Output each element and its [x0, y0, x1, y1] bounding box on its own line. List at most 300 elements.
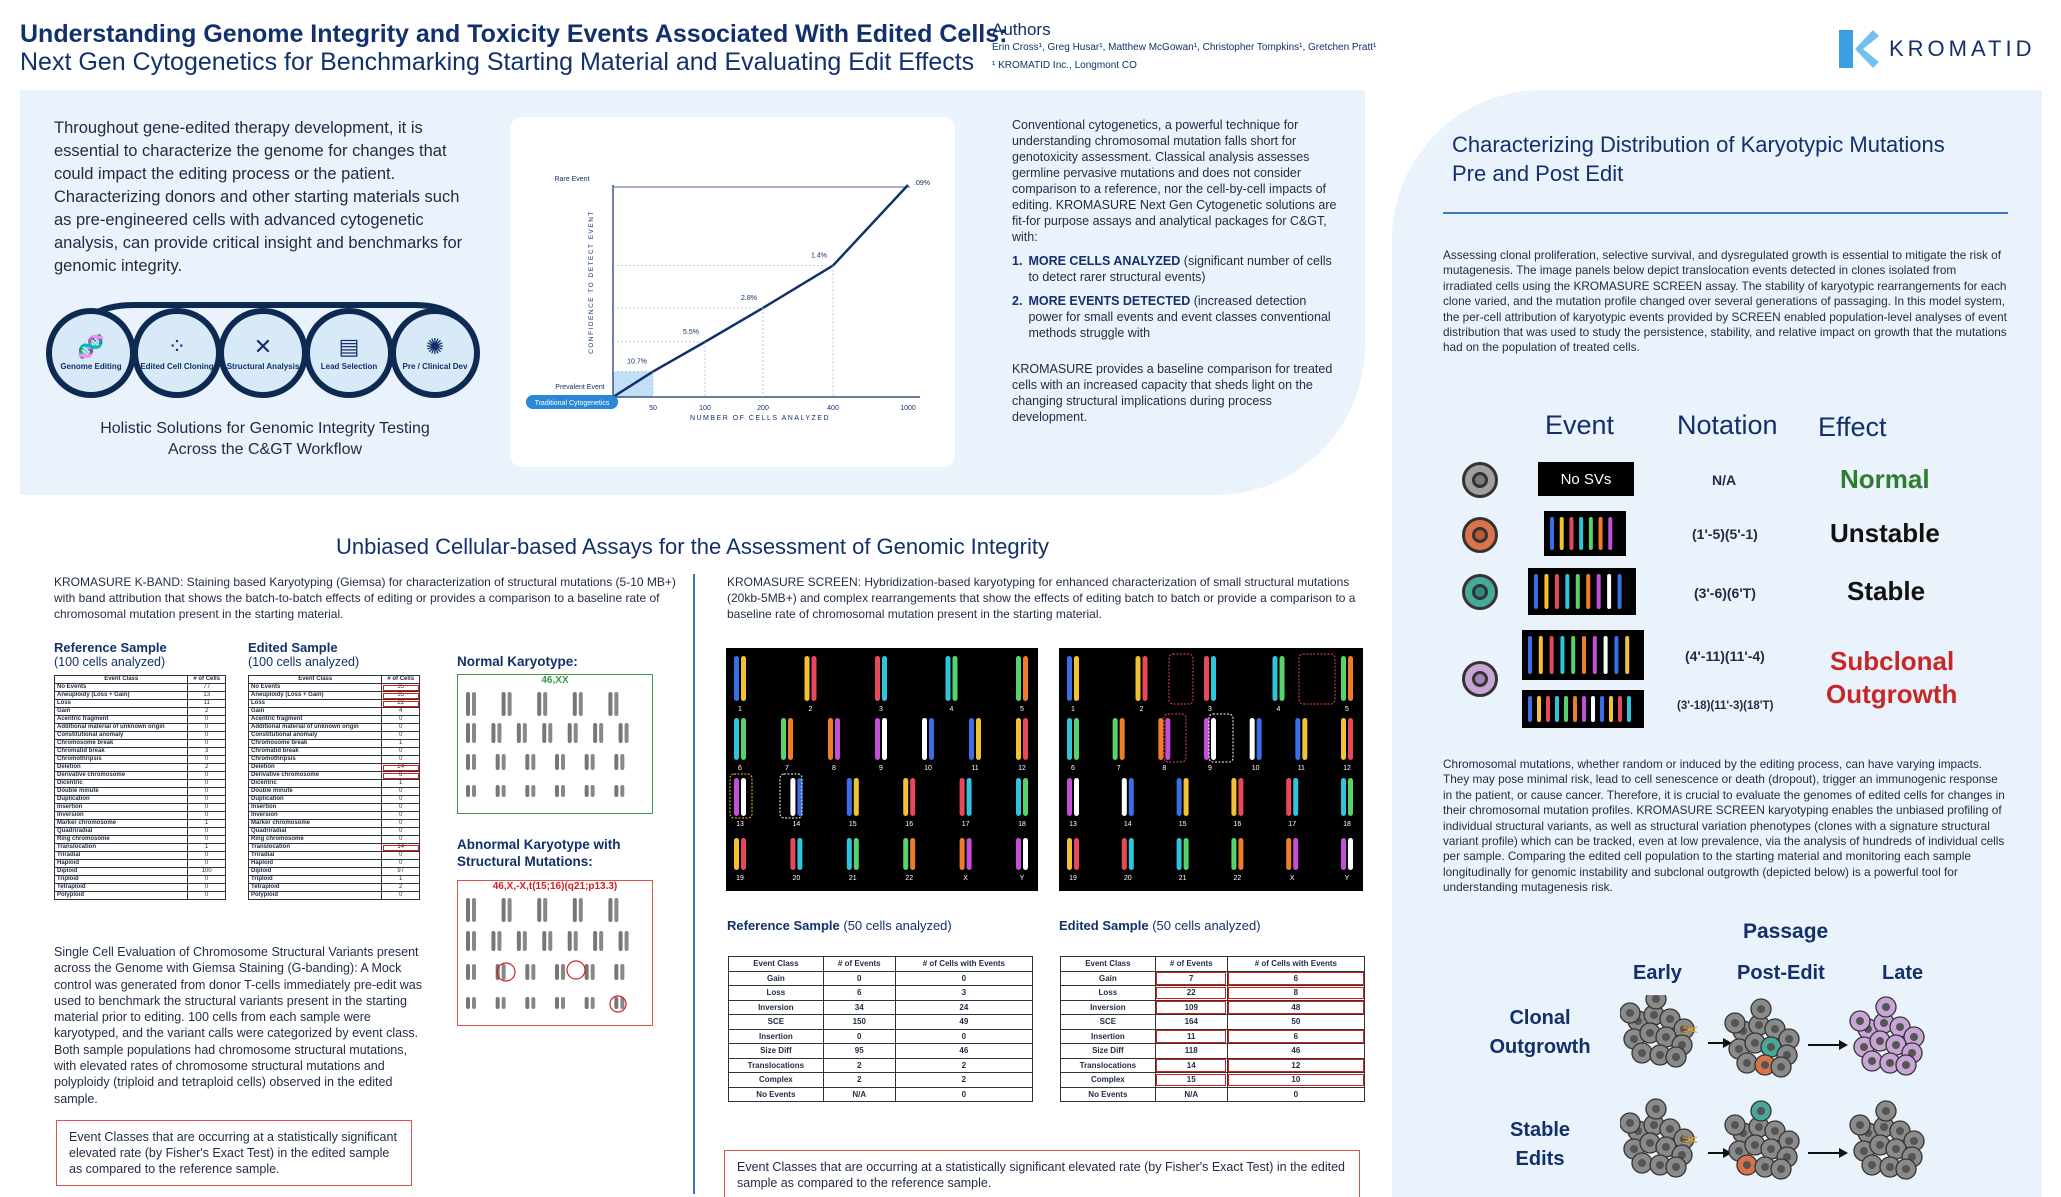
chromosome-label: 8	[832, 765, 836, 772]
nucleus-mark	[1910, 1033, 1918, 1041]
table-row	[55, 756, 226, 764]
event-count-cell: 4	[382, 708, 420, 716]
nucleus-mark	[1743, 1059, 1751, 1067]
event-class-cell: Constitutional anomaly	[55, 732, 188, 740]
event-class-cell: Inversion	[249, 812, 382, 820]
chromosome-mark	[1067, 656, 1072, 701]
chromosome-label: 2	[808, 706, 813, 713]
event-count-cell: 15	[1155, 1073, 1227, 1088]
nucleus-mark	[1886, 1059, 1894, 1067]
chromosome-mark	[497, 931, 501, 951]
chromosome-label: 11	[971, 765, 979, 772]
chromosome-mark	[1564, 696, 1568, 722]
list-text-2	[1028, 293, 1337, 341]
chromosome-mark	[1302, 718, 1307, 760]
table-header-cell: Event Class	[55, 676, 188, 684]
chromosome-mark	[734, 778, 739, 816]
chromosome-mark	[1582, 696, 1586, 722]
chromosome-mark	[1341, 838, 1346, 870]
event-count-cell: 11	[1155, 1029, 1227, 1044]
table-row	[55, 716, 226, 724]
event-image-stable	[1528, 568, 1636, 615]
chromosome-mark	[1600, 696, 1604, 722]
cell-teal-icon	[1462, 574, 1498, 610]
event-count-cell: 13	[188, 692, 226, 700]
chromosome-mark	[910, 838, 915, 870]
chromosome-mark	[1348, 656, 1353, 701]
chromosome-label: 18	[1343, 821, 1351, 828]
table-row	[55, 692, 226, 700]
nucleus-mark	[1886, 1163, 1894, 1171]
nucleus-mark	[1761, 1061, 1769, 1069]
table-row	[1061, 1029, 1365, 1044]
table-row	[249, 740, 420, 748]
event-class-cell: Gain	[1061, 971, 1156, 986]
table-header-cell: # of Events	[823, 957, 895, 972]
col-event: Event	[1545, 410, 1615, 440]
cell-lilac-icon	[1462, 661, 1498, 697]
chromosome-mark	[1555, 574, 1559, 609]
chromosome-mark	[466, 754, 470, 770]
event-class-cell: Chromothripsis	[55, 756, 188, 764]
point-label: 1.4%	[811, 252, 827, 260]
workflow-label: Genome Editing	[60, 362, 122, 371]
chromosome-mark	[1295, 718, 1300, 760]
event-class-cell: Complex	[729, 1073, 824, 1088]
chromosome-label: 10	[924, 765, 932, 772]
chromosome-mark	[1120, 718, 1125, 760]
right-panel-p2: Chromosomal mutations, whether random or induced by the editing process, can have varying impacts. They may pose minimal risk, lead to cell senescence or death (dropout), trigger an immunogenic response in the patient, or cause cancer. Therefore, it is crucial to evaluate the genomes of edited cells for changes in their chromosomal mutation profiles. KROMASURE SCREEN karyotyping enables the unbiased profiling of individual structural variants, as well as structural variation phenotypes (clones with a signature structural variant profile) which can be tracked, even at low prevalence, via the analysis of hundreds of individual cells per sample. Comparing the edited cell population to the starting material and monitoring each sample longitudinally for genomic instability and subclonal outgrowth (depicted below) is a powerful tool for understanding mutagenesis risk.	[1443, 757, 2005, 895]
event-class-cell: Chromothripsis	[249, 756, 382, 764]
arrow-head	[1839, 1148, 1848, 1158]
event-class-cell: Insertion	[729, 1029, 824, 1044]
table-row	[1061, 1044, 1365, 1059]
table-row	[55, 860, 226, 868]
table-row	[249, 780, 420, 788]
table-header-cell: # of Cells	[188, 676, 226, 684]
event-count-cell: 0	[188, 828, 226, 836]
chromosome-mark	[903, 778, 908, 816]
screen-edit-table	[1060, 956, 1365, 1102]
chromosome-mark	[1286, 838, 1291, 870]
table-header	[729, 957, 1033, 972]
table-header	[1061, 957, 1365, 972]
post-edit-cluster-stable	[1725, 1101, 1799, 1179]
event-class-cell: Quadriradial	[249, 828, 382, 836]
chromosome-mark	[525, 997, 529, 1009]
mutation-circle	[567, 961, 585, 979]
table-row	[55, 708, 226, 716]
table-row	[249, 860, 420, 868]
chromosome-mark	[472, 964, 476, 980]
event-class-cell: Double minute	[249, 788, 382, 796]
chromosome-mark	[614, 785, 618, 797]
event-class-cell: Chromosome break	[249, 740, 382, 748]
chromosome-label: 15	[1178, 821, 1187, 828]
table-row	[249, 716, 420, 724]
nucleus-mark	[1757, 1107, 1765, 1115]
event-class-cell: Quadriradial	[55, 828, 188, 836]
kband-ref-sub: (100 cells analyzed)	[54, 655, 166, 669]
right-panel-rule	[1443, 212, 2008, 214]
chromosome-mark	[781, 718, 786, 760]
screen-edit-chromosomes	[1059, 648, 1363, 891]
event-class-cell: Double minute	[55, 788, 188, 796]
chromosome-mark	[1579, 517, 1583, 550]
table-row	[249, 812, 420, 820]
screen-ref-table	[728, 956, 1033, 1102]
list-item-2	[1012, 293, 1337, 341]
chromosome-mark	[1528, 636, 1532, 674]
chromosome-label: 21	[848, 875, 857, 882]
effect-stable: Stable	[1847, 576, 1926, 606]
list-num-1: 1.	[1012, 254, 1023, 268]
event-class-cell: Marker chromosome	[249, 820, 382, 828]
chromosome-mark	[508, 692, 512, 716]
chromosome-mark	[620, 785, 624, 797]
event-class-cell: Acentric fragment	[249, 716, 382, 724]
nucleus-mark	[1656, 1051, 1664, 1059]
screen-intro: KROMASURE SCREEN: Hybridization-based karyotyping for enhanced characterization of small structural mutations (20kb-5MB+) and complex rearrangements that show the effects of editing batch to batch or provide a comparison to a baseline rate of chromosomal mutation present in the starting material.	[727, 575, 1356, 621]
event-class-cell: Translocations	[1061, 1058, 1156, 1073]
nucleus-mark	[1743, 1161, 1751, 1169]
event-class-cell: Derivative chromosome	[249, 772, 382, 780]
nucleus-mark	[1910, 1137, 1918, 1145]
chromosome-mark	[1023, 778, 1028, 816]
table-row	[55, 852, 226, 860]
point-label: 5.5%	[683, 328, 699, 336]
table-row	[249, 724, 420, 732]
chromosome-mark	[496, 754, 500, 770]
table-row	[55, 788, 226, 796]
chromosome-mark	[591, 785, 595, 797]
event-count-cell: 7	[1155, 971, 1227, 986]
workflow-caption: Holistic Solutions for Genomic Integrity Testing Across the C&GT Workflow	[100, 420, 430, 458]
column-divider	[693, 574, 695, 1194]
event-class-cell: Loss	[729, 986, 824, 1001]
event-class-cell: Derivative chromosome	[55, 772, 188, 780]
nucleus-mark	[1757, 1005, 1765, 1013]
event-class-cell: Ring chromosome	[249, 836, 382, 844]
late-cluster-stable	[1850, 1101, 1924, 1179]
chromosome-label: 17	[1288, 821, 1297, 828]
chromosome-mark	[608, 692, 612, 716]
chromosome-mark	[1599, 517, 1603, 550]
event-class-cell: Translocation	[249, 844, 382, 852]
event-count-cell: 14	[382, 844, 420, 852]
chromosome-mark	[502, 997, 506, 1009]
chromosome-mark	[585, 754, 589, 770]
chromosome-mark	[543, 692, 547, 716]
chromosome-label: 14	[1123, 821, 1132, 828]
cell-count-cell: 24	[895, 1000, 1032, 1015]
chromosome-mark	[1067, 718, 1072, 760]
chromosome-mark	[1341, 778, 1346, 816]
chromosome-mark	[875, 718, 880, 760]
chromosome-mark	[734, 656, 739, 701]
x-tick-label: 400	[827, 405, 839, 412]
point-label: 2.8%	[741, 294, 757, 302]
event-count-cell: 35	[382, 684, 420, 692]
late-cluster-clonal	[1850, 997, 1924, 1075]
chromosome-mark	[1341, 656, 1346, 701]
chromosome-label: 6	[738, 765, 742, 772]
event-chromosomes-subclonal-b	[1522, 690, 1644, 728]
nucleus-mark	[1876, 1037, 1884, 1045]
fisher-note-left: Event Classes that are occurring at a statistically significant elevated rate (by Fisher's Exact Test) in the edited sample as compared to the reference sample.	[56, 1120, 412, 1186]
nucleus-mark	[1860, 1147, 1868, 1155]
screen-ref-chromosomes	[726, 648, 1038, 891]
screen-edit-image	[1059, 648, 1363, 891]
chromosome-mark	[497, 723, 501, 743]
chromosome-mark	[790, 838, 795, 870]
nucleus-mark	[1630, 1145, 1638, 1153]
table-row	[55, 804, 226, 812]
event-class-cell: Aneuploidy (Loss + Gain)	[55, 692, 188, 700]
abnormal-karyotype-chromosomes	[458, 892, 652, 1022]
chromosome-label: X	[963, 875, 968, 882]
normal-karyotype-chromosomes	[458, 686, 652, 810]
event-class-cell: Chromatid break	[249, 748, 382, 756]
nucleus-mark	[1876, 1141, 1884, 1149]
nucleus-mark	[1868, 1161, 1876, 1169]
chromosome-mark	[1618, 696, 1622, 722]
nucleus-mark	[1672, 1163, 1680, 1171]
table-row	[1061, 986, 1365, 1001]
chromosome-mark	[1618, 574, 1622, 609]
workflow-genome-editing	[46, 308, 136, 398]
chromosome-mark	[614, 754, 618, 770]
event-count-cell: 0	[823, 971, 895, 986]
nucleus-mark	[1880, 1123, 1888, 1131]
cell-count-cell: 0	[895, 971, 1032, 986]
event-count-cell: 0	[188, 756, 226, 764]
chromosome-mark	[466, 898, 470, 922]
event-class-cell: Duplication	[55, 796, 188, 804]
authors-heading: Authors	[992, 20, 1051, 39]
event-count-cell: 1	[188, 820, 226, 828]
chromosome-mark	[1293, 778, 1298, 816]
workflow-lead-selection	[304, 308, 394, 398]
chromosome-mark	[1614, 636, 1618, 674]
notation-2: (1'-5)(5'-1)	[1692, 526, 1758, 542]
chromosome-mark	[548, 723, 552, 743]
event-chromosomes-unstable	[1544, 511, 1626, 556]
event-count-cell: 0	[188, 740, 226, 748]
kband-ref-block	[54, 640, 226, 900]
nucleus-mark	[1731, 1019, 1739, 1027]
chromosome-mark	[531, 785, 535, 797]
table-row	[729, 1029, 1033, 1044]
chromosome-mark	[591, 964, 595, 980]
chromosome-mark	[523, 931, 527, 951]
y-bottom-label: Prevalent Event	[555, 384, 605, 391]
event-count-cell: 2	[823, 1058, 895, 1073]
event-image-subclonal-b	[1522, 690, 1644, 728]
chromosome-mark	[1211, 656, 1216, 701]
traditional-callout: Traditional Cytogenetics	[534, 400, 610, 407]
event-class-cell: No Events	[249, 684, 382, 692]
chromosome-mark	[1023, 718, 1028, 760]
post-edit-cluster-clonal	[1725, 999, 1799, 1077]
chromosome-mark	[599, 723, 603, 743]
event-count-cell: 14	[1155, 1058, 1227, 1073]
chromosome-mark	[1074, 778, 1079, 816]
chromosome-mark	[967, 778, 972, 816]
event-class-cell: Tetraploid	[249, 884, 382, 892]
x-axis-label: NUMBER OF CELLS ANALYZED	[689, 415, 831, 422]
chromosome-mark	[620, 754, 624, 770]
event-count-cell: 3	[188, 748, 226, 756]
chromosome-mark	[976, 718, 981, 760]
chromosome-mark	[1607, 574, 1611, 609]
chromosome-mark	[790, 778, 795, 816]
nucleus-mark	[1902, 1165, 1910, 1173]
event-class-cell: Loss	[249, 700, 382, 708]
notation-4b: (3'-18)(11'-3)(18'T)	[1677, 700, 1774, 712]
table-row	[55, 836, 226, 844]
chromosome-mark	[1550, 517, 1554, 550]
effect-subclonal: Subclonal	[1830, 646, 1955, 676]
event-class-cell: Inversion	[55, 812, 188, 820]
event-count-cell: 0	[382, 756, 420, 764]
table-row	[249, 756, 420, 764]
event-count-cell: N/A	[823, 1087, 895, 1102]
chromosome-mark	[1231, 778, 1236, 816]
table-header-cell: # of Cells with Events	[1227, 957, 1364, 972]
table-row	[55, 884, 226, 892]
chromosome-mark	[1129, 778, 1134, 816]
nucleus-mark	[1902, 1061, 1910, 1069]
event-class-cell: Insertion	[1061, 1029, 1156, 1044]
nucleus-mark	[1896, 1023, 1904, 1031]
chromosome-mark	[1593, 636, 1597, 674]
event-class-cell: Diploid	[249, 868, 382, 876]
table-header-cell: # of Events	[1155, 957, 1227, 972]
chromosome-mark	[882, 656, 887, 701]
nucleus-mark	[1662, 1143, 1670, 1151]
event-class-cell: Acentric fragment	[55, 716, 188, 724]
screen-ref-heading	[727, 918, 952, 933]
list-item-1	[1012, 253, 1337, 285]
chromosome-mark	[741, 778, 746, 816]
chromosome-label: 17	[961, 821, 970, 828]
nucleus-mark	[1650, 1121, 1658, 1129]
chromosome-mark	[847, 838, 852, 870]
table-row	[249, 692, 420, 700]
cell-count-cell: 46	[895, 1044, 1032, 1059]
chromosome-mark	[1609, 696, 1613, 722]
table-row	[55, 748, 226, 756]
chromosome-mark	[741, 656, 746, 701]
no-svs-box: No SVs	[1538, 462, 1634, 496]
chromosome-mark	[1555, 696, 1559, 722]
nucleus-mark	[1626, 1119, 1634, 1127]
table-row	[249, 884, 420, 892]
nucleus-mark	[1882, 1003, 1890, 1011]
x-tick-label: 100	[699, 405, 711, 412]
event-count-cell: 0	[188, 772, 226, 780]
chromosome-label: Y	[1344, 875, 1350, 882]
event-class-cell: No Events	[729, 1087, 824, 1102]
nucleus-mark	[1656, 1161, 1664, 1169]
chromosome-mark	[517, 931, 521, 951]
chromosome-mark	[574, 723, 578, 743]
table-row	[1061, 1087, 1365, 1102]
chromosome-mark	[1184, 778, 1189, 816]
screen-edit-sub: (50 cells analyzed)	[1152, 918, 1261, 933]
chromosome-label: 4	[1276, 706, 1281, 713]
chromosome-mark	[875, 656, 880, 701]
table-row	[249, 684, 420, 692]
chromosome-label: 22	[1233, 875, 1242, 882]
event-count-cell: 0	[188, 812, 226, 820]
nucleus-mark	[1777, 1165, 1785, 1173]
event-count-cell: 0	[382, 812, 420, 820]
chromosome-mark	[525, 785, 529, 797]
chromosome-mark	[619, 931, 623, 951]
event-highlight-box	[1299, 654, 1335, 704]
chromosome-mark	[619, 723, 623, 743]
chromosome-mark	[1537, 696, 1541, 722]
event-count-cell: 6	[382, 772, 420, 780]
chromosome-label: 12	[1018, 765, 1026, 772]
event-count-cell: 0	[382, 836, 420, 844]
event-class-cell: Duplication	[249, 796, 382, 804]
table-row	[729, 971, 1033, 986]
early-label: Early	[1633, 962, 1682, 984]
chromosome-mark	[828, 718, 833, 760]
table-row	[729, 1000, 1033, 1015]
table-row	[55, 868, 226, 876]
workflow-edited-cell-cloning	[132, 308, 222, 398]
nucleus-mark	[1856, 1121, 1864, 1129]
event-count-cell: 0	[188, 892, 226, 900]
table-row	[249, 764, 420, 772]
dna-icon: 🧬	[77, 334, 105, 359]
chromosome-mark	[542, 931, 546, 951]
cell-count-cell: 10	[1227, 1073, 1364, 1088]
chromosome-mark	[1165, 718, 1170, 760]
event-class-cell: Size Diff	[1061, 1044, 1156, 1059]
chromosome-mark	[1286, 778, 1291, 816]
chromosome-mark	[1023, 656, 1028, 701]
chromosome-mark	[472, 692, 476, 716]
nucleus-mark	[1755, 1123, 1763, 1131]
event-count-cell: 0	[382, 724, 420, 732]
normal-karyotype-title: Normal Karyotype:	[457, 654, 578, 669]
chromosome-mark	[561, 785, 565, 797]
chromosome-mark	[1576, 574, 1580, 609]
chromosome-mark	[741, 718, 746, 760]
cell-count-cell: 2	[895, 1058, 1032, 1073]
scissors-icon: ✂	[1682, 1020, 1699, 1042]
nucleus-mark	[1650, 1011, 1658, 1019]
chromosome-mark	[1238, 838, 1243, 870]
table-row	[55, 700, 226, 708]
chromosome-mark	[1122, 778, 1127, 816]
event-count-cell: 0	[382, 796, 420, 804]
table-row	[249, 788, 420, 796]
notation-3: (3'-6)(6'T)	[1694, 585, 1756, 601]
chromosome-mark	[579, 898, 583, 922]
authors-list: Erin Cross¹, Greg Husar¹, Matthew McGowan¹, Christopher Tompkins¹, Gretchen Pratt¹	[992, 42, 1377, 53]
chromosome-label: 19	[1069, 875, 1077, 882]
event-count-cell: 1	[382, 740, 420, 748]
chromosome-mark	[472, 785, 476, 797]
event-image-unstable	[1544, 511, 1626, 556]
chromosome-mark	[555, 997, 559, 1009]
